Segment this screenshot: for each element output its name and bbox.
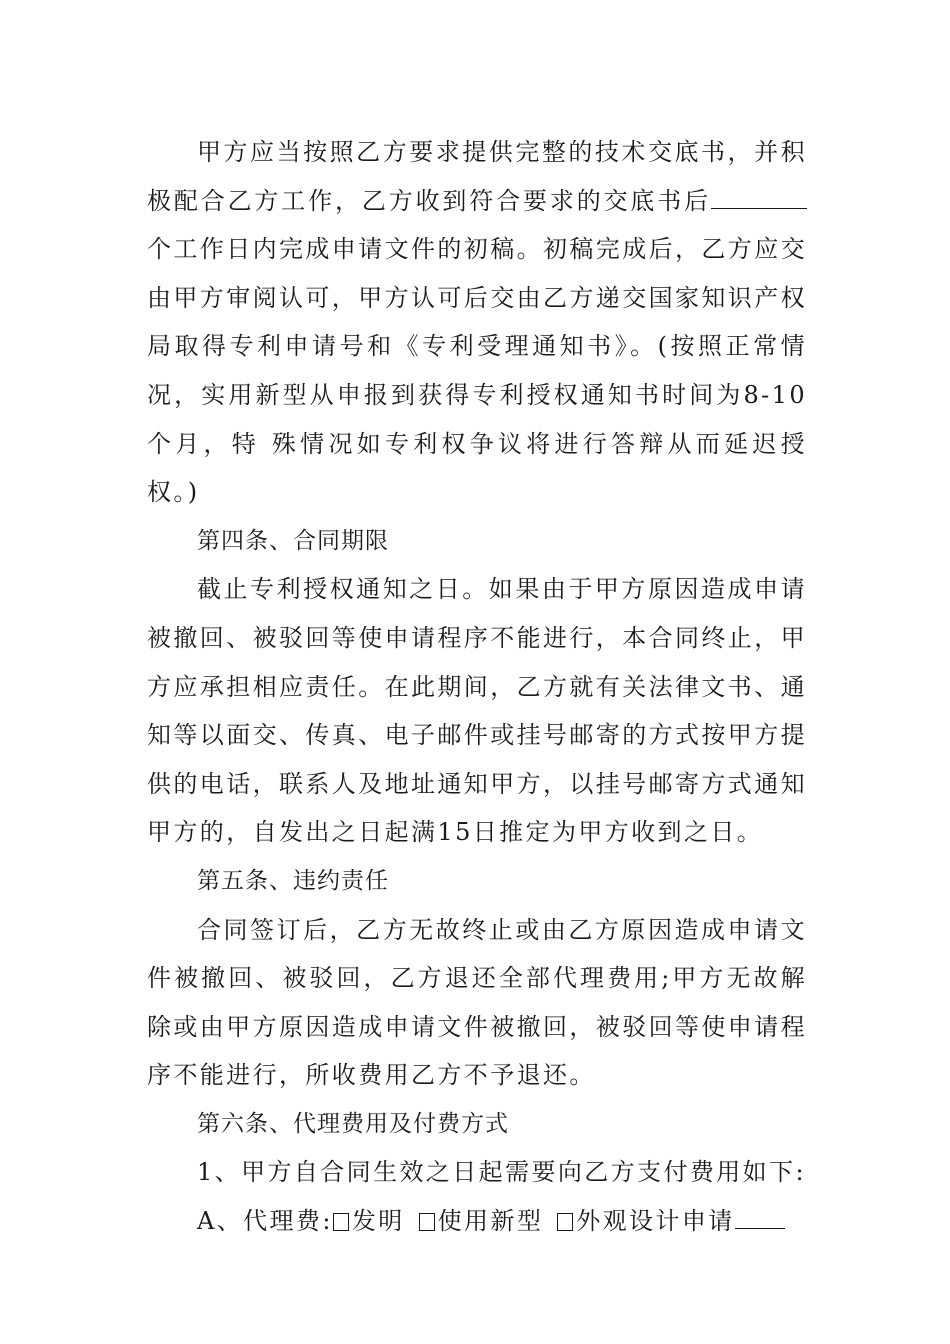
paragraph-contract-term: 截止专利授权通知之日。如果由于甲方原因造成申请被撤回、被驳回等使申请程序不能进行，本合同终止，甲方应承担相应责任。在此期间，乙方就有关法律文书、通知等以面交、传真、电子邮件或挂号邮寄的方式按甲方提供的电话，联系人及地址通知甲方，以挂号邮寄方式通知甲方的，自发出之日起满15日推定为甲方收到之日。 xyxy=(147,575,807,847)
blank-days-field[interactable] xyxy=(711,182,807,209)
checkbox-invention-icon[interactable] xyxy=(333,1213,349,1231)
document-page xyxy=(147,128,807,1246)
checkbox-design-icon[interactable] xyxy=(557,1213,573,1231)
paragraph-submission xyxy=(147,128,807,517)
paragraph-fees-intro: 1、甲方自合同生效之日起需要向乙方支付费用如下: xyxy=(197,1158,806,1187)
heading-article-5: 第五条、违约责任 xyxy=(197,867,389,894)
agency-fee-label: A、代理费: xyxy=(197,1207,333,1236)
option-design-label: 外观设计申请 xyxy=(576,1207,735,1236)
checkbox-utility-model-icon[interactable] xyxy=(419,1213,435,1231)
option-utility-model-label: 使用新型 xyxy=(437,1207,544,1236)
option-invention-label: 发明 xyxy=(351,1207,405,1236)
heading-article-6: 第六条、代理费用及付费方式 xyxy=(197,1110,509,1137)
paragraph-submission-part2: 个工作日内完成申请文件的初稿。初稿完成后，乙方应交由甲方审阅认可，甲方认可后交由乙方递交国家知识产权局取得专利申请号和《专利受理通知书》。(按照正常情况，实用新型从申报到获得专利授权通知书时间为8-10个月，特 殊情况如专利权争议将进行答辩从而延迟授权。) xyxy=(147,235,807,507)
paragraph-submission-part1: 甲方应当按照乙方要求提供完整的技术交底书，并积极配合乙方工作，乙方收到符合要求的交底书后 xyxy=(147,138,807,215)
paragraph-agency-fee xyxy=(147,1197,807,1246)
blank-fee-field[interactable] xyxy=(735,1202,785,1229)
heading-article-4: 第四条、合同期限 xyxy=(197,527,389,554)
paragraph-breach: 合同签订后，乙方无故终止或由乙方原因造成申请文件被撤回、被驳回，乙方退还全部代理费用;甲方无故解除或由甲方原因造成申请文件被撤回，被驳回等使申请程序不能进行，所收费用乙方不予退还。 xyxy=(147,915,807,1090)
